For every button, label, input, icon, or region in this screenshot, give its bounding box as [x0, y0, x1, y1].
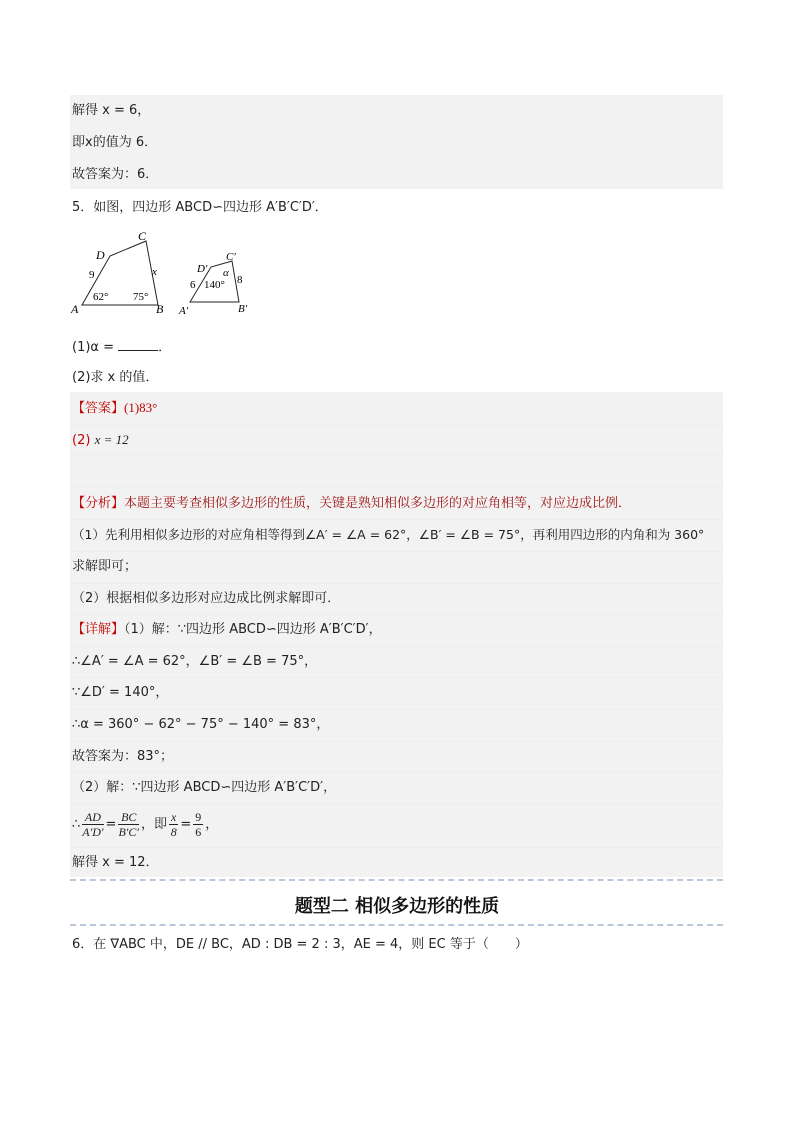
frac-numerator: x — [171, 810, 177, 824]
answer-line-1 — [72, 399, 157, 418]
frac-numerator: AD — [82, 810, 103, 825]
therefore-symbol: ∴ — [72, 817, 81, 832]
equals-sign: = — [105, 817, 117, 832]
detail-line-8: 解得 x = 12． — [72, 855, 159, 870]
frac-denominator: 6 — [195, 825, 202, 839]
solution-block-top — [70, 95, 723, 189]
answer-2: x = 12 — [94, 432, 129, 447]
row-separator — [70, 425, 723, 426]
side-b1c1-label: 8 — [237, 274, 243, 286]
angle-a-label: 62° — [93, 291, 109, 303]
detail-line-4: ∴α = 360° − 62° − 75° − 140° = 83°， — [72, 717, 330, 732]
row-separator — [70, 486, 723, 487]
vertex-b-label: B — [156, 302, 164, 316]
analysis-tag: 【分析】 — [72, 496, 125, 511]
row-separator — [70, 803, 723, 804]
answer-blank — [118, 338, 158, 351]
vertex-d1-label: D′ — [197, 263, 208, 275]
answer-line-2 — [72, 431, 129, 450]
detail-line-3: ∵∠D′ = 140°， — [72, 685, 169, 700]
text-line: 故答案为：6． — [72, 167, 159, 182]
row-separator — [70, 454, 723, 455]
answer-1: (1)83° — [124, 400, 158, 415]
angle-alpha-label: α — [223, 267, 229, 279]
row-separator — [70, 551, 723, 552]
text-line: 解得 x = 6， — [72, 103, 151, 118]
row-separator — [70, 614, 723, 615]
detail-line-2: ∴∠A′ = ∠A = 62°，∠B′ = ∠B = 75°， — [72, 654, 318, 669]
part1-text: (1)α = — [72, 340, 115, 355]
side-a1d1-label: 6 — [190, 279, 196, 291]
angle-b-label: 75° — [133, 291, 149, 303]
heading-rule-bottom — [70, 924, 723, 926]
row-separator — [70, 709, 723, 710]
fraction-x8 — [169, 810, 178, 839]
side-ad-label: 9 — [89, 269, 95, 281]
question-5-part2: (2)求 x 的值． — [72, 370, 159, 385]
detail-tag: 【详解】 — [72, 622, 125, 637]
row-separator — [70, 847, 723, 848]
question-5-part1 — [72, 338, 171, 357]
fraction-ad — [82, 810, 103, 839]
fraction-bc — [118, 810, 139, 839]
question-6-stem: 6．在 ∇ABC 中，DE // BC，AD : DB = 2 : 3，AE = 4，则 EC 等于（ ） — [72, 937, 528, 952]
fraction-96 — [193, 810, 203, 839]
quadrilateral-figure — [66, 226, 266, 318]
frac-denominator: A′D′ — [82, 825, 104, 839]
heading-rule-top — [70, 879, 723, 881]
detail-line-1 — [72, 621, 382, 639]
analysis-intro — [72, 495, 631, 513]
vertex-c1-label: C′ — [226, 251, 236, 263]
vertex-a-label: A — [71, 302, 79, 316]
text-line: 即x的值为 6． — [72, 135, 158, 150]
answer-2-label: (2) — [72, 433, 91, 448]
analysis-p2: （2）根据相似多边形对应边成比例求解即可． — [72, 591, 341, 606]
row-separator — [70, 677, 723, 678]
part1-end: ． — [158, 340, 172, 355]
row-separator — [70, 646, 723, 647]
frac-denominator: B′C′ — [118, 825, 140, 839]
angle-d1-label: 140° — [204, 279, 225, 291]
analysis-p1: （1）先利用相似多边形的对应角相等得到∠A′ = ∠A = 62°，∠B′ = ∠B = 75°，再利用四边形的内角和为 360° — [72, 527, 705, 542]
row-separator — [70, 519, 723, 520]
row-separator — [70, 772, 723, 773]
analysis-p1b: 求解即可； — [72, 559, 138, 574]
detail-line-6: （2）解：∵四边形 ABCD∽四边形 A′B′C′D′， — [72, 780, 337, 795]
frac-numerator: BC — [118, 810, 139, 825]
row-separator — [70, 741, 723, 742]
row-separator — [70, 583, 723, 584]
vertex-c-label: C — [138, 229, 147, 243]
side-bc-label: x — [152, 266, 157, 278]
analysis-intro-text: 本题主要考查相似多边形的性质，关键是熟知相似多边形的对应角相等，对应边成比例． — [124, 496, 632, 511]
detail-l1: （1）解：∵四边形 ABCD∽四边形 A′B′C′D′， — [124, 622, 382, 637]
frac-numerator: 9 — [195, 810, 202, 824]
vertex-b1-label: B′ — [238, 303, 248, 315]
answer-tag: 【答案】 — [72, 401, 125, 416]
question-5-stem: 5．如图，四边形 ABCD∽四边形 A′B′C′D′． — [72, 200, 328, 215]
vertex-d-label: D — [96, 248, 105, 262]
namely-text: ，即 — [141, 817, 168, 832]
detail-line-5: 故答案为：83°； — [72, 749, 174, 764]
section-title: 题型二 相似多边形的性质 — [294, 896, 500, 917]
detail-line-7 — [72, 806, 218, 844]
line-end: ， — [205, 817, 219, 832]
equals-sign: = — [180, 817, 192, 832]
vertex-a1-label: A′ — [179, 305, 189, 317]
frac-denominator: 8 — [170, 825, 177, 839]
